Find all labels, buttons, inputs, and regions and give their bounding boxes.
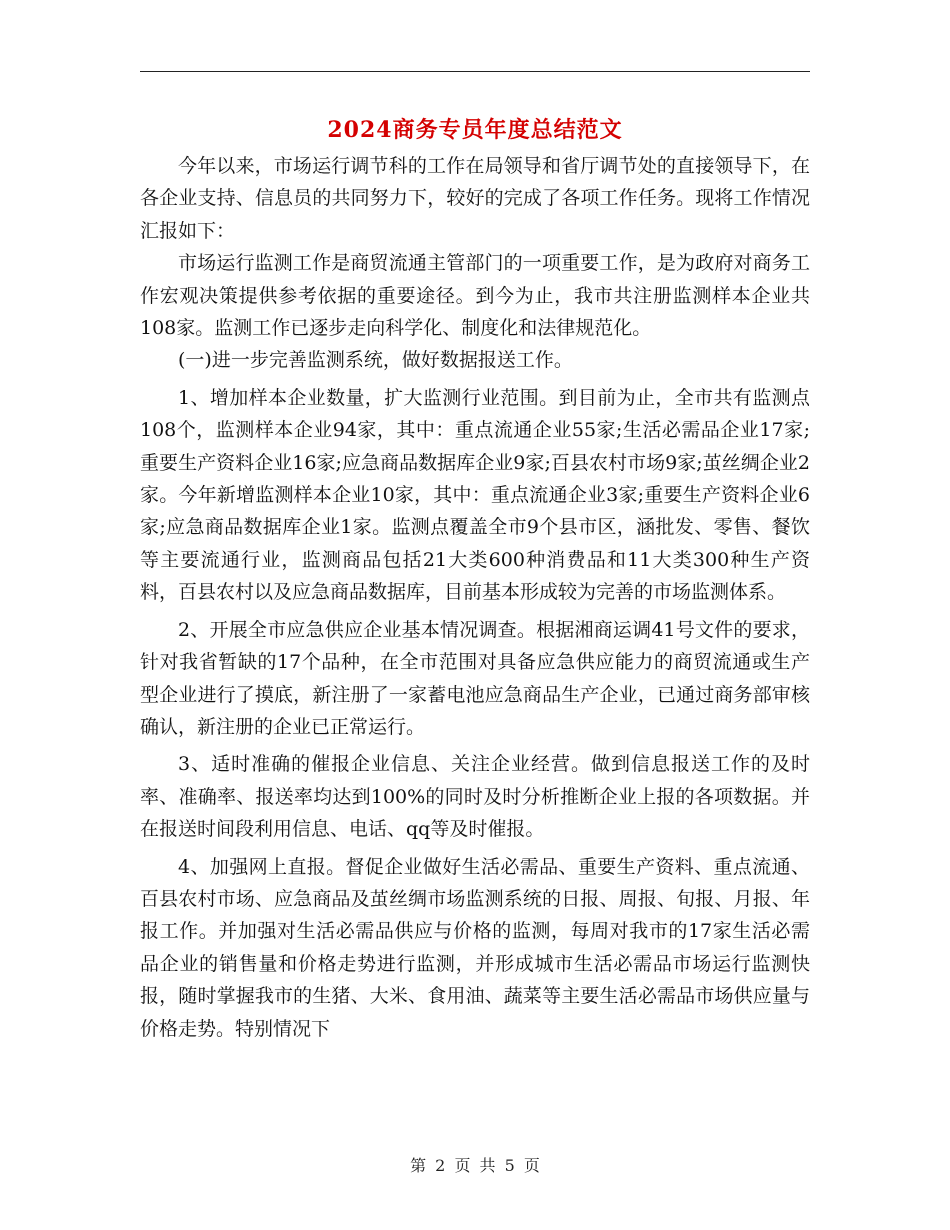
paragraph-overview: 市场运行监测工作是商贸流通主管部门的一项重要工作，是为政府对商务工作宏观决策提供参考依据的重要途径。到今为止，我市共注册监测样本企业共108家。监测工作已逐步走向科学化、制度化和法律规范化。 — [140, 252, 810, 340]
paragraph-item-1: 1、增加样本企业数量，扩大监测行业范围。到目前为止，全市共有监测点108个，监测样本企业94家，其中：重点流通企业55家;生活必需品企业17家;重要生产资料企业16家;应急商品数据库企业9家;百县农村市场9家;茧丝绸企业2家。今年新增监测样本企业10家，其中：重点流通企业3家;重要生产资料企业6家;应急商品数据库企业1家。监测点覆盖全市9个县市区，涵批发、零售、餐饮等主要流通行业，监测商品包括21大类600种消费品和11大类300种生产资料，百县农村以及应急商品数据库，目前基本形成较为完善的市场监测体系。 — [140, 386, 810, 604]
document-title: 2024商务专员年度总结范文 — [327, 117, 623, 143]
document-body — [140, 150, 810, 1045]
section-heading-1: (一)进一步完善监测系统，做好数据报送工作。 — [178, 349, 573, 372]
paragraph-item-3: 3、适时准确的催报企业信息、关注企业经营。做到信息报送工作的及时率、准确率、报送率均达到100%的同时及时分析推断企业上报的各项数据。并在报送时间段利用信息、电话、qq等及时催报。 — [140, 753, 810, 841]
paragraph-item-4: 4、加强网上直报。督促企业做好生活必需品、重要生产资料、重点流通、百县农村市场、应急商品及茧丝绸市场监测系统的日报、周报、旬报、月报、年报工作。并加强对生活必需品供应与价格的监测，每周对我市的17家生活必需品企业的销售量和价格走势进行监测，并形成城市生活必需品市场运行监测快报，随时掌握我市的生猪、大米、食用油、蔬菜等主要生活必需品市场供应量与价格走势。特别情况下 — [140, 855, 810, 1040]
page-number-footer: 第 2 页 共 5 页 — [410, 1156, 540, 1175]
paragraph-intro: 今年以来，市场运行调节科的工作在局领导和省厅调节处的直接领导下，在各企业支持、信息员的共同努力下，较好的完成了各项工作任务。现将工作情况汇报如下： — [140, 155, 810, 242]
header-rule — [140, 71, 810, 72]
paragraph-item-2: 2、开展全市应急供应企业基本情况调查。根据湘商运调41号文件的要求，针对我省暂缺的17个品种，在全市范围对具备应急供应能力的商贸流通或生产型企业进行了摸底，新注册了一家蓄电池应急商品生产企业，已通过商务部审核确认，新注册的企业已正常运行。 — [140, 618, 810, 738]
